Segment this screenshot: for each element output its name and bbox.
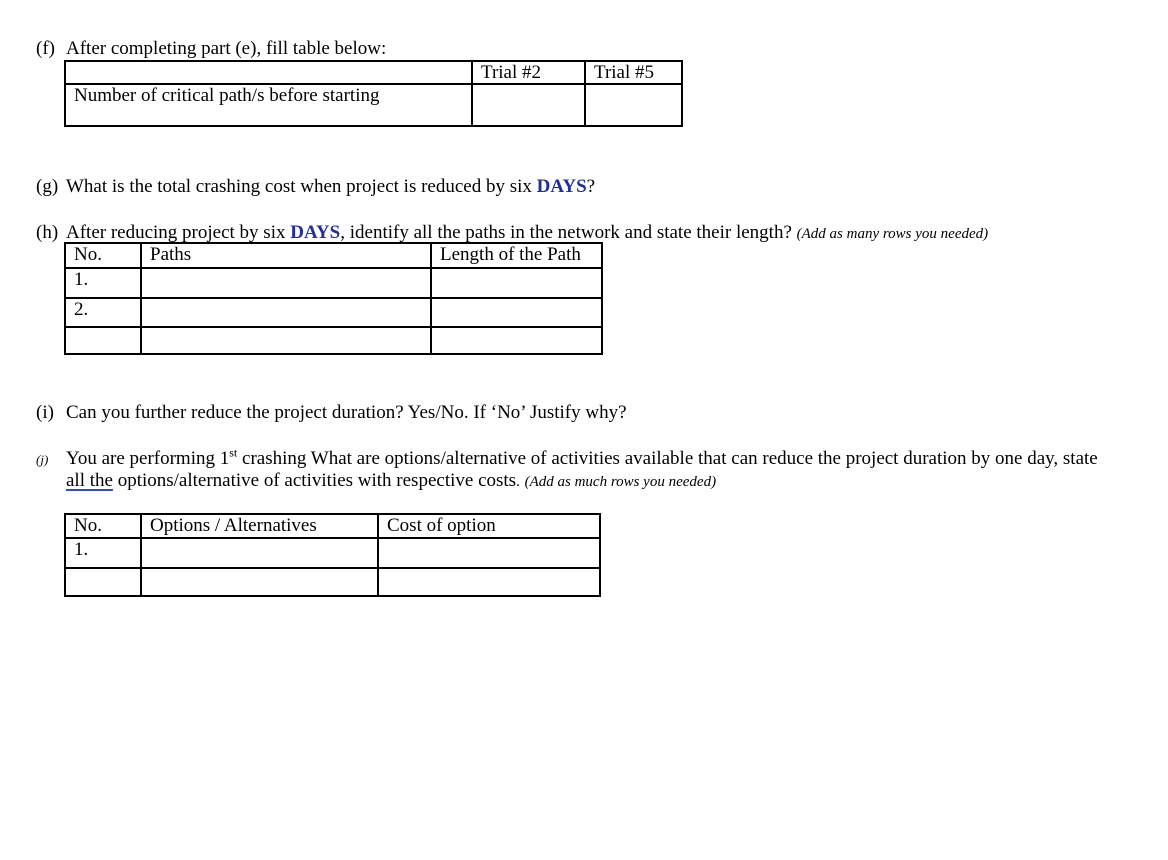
table-cell[interactable] (65, 327, 141, 354)
table-f (64, 60, 683, 127)
question-text: After reducing project by six (66, 222, 291, 243)
table-header-cell: Length of the Path (431, 243, 602, 268)
table-header-cell: Trial #5 (585, 61, 682, 84)
underlined-text: all the (66, 470, 113, 491)
question-period: . (516, 474, 520, 490)
table-cell[interactable] (472, 84, 585, 126)
question-label: (g) (36, 176, 59, 197)
table-cell[interactable] (378, 538, 600, 568)
question-label: (h) (36, 222, 59, 243)
question-label: (f) (36, 38, 55, 59)
question-text: options/alternative of activities with respective costs (112, 470, 517, 491)
question-f (36, 38, 386, 60)
table-cell: 1. (65, 538, 141, 568)
table-header-cell: Paths (141, 243, 431, 268)
table-header-cell (65, 61, 472, 84)
table-cell[interactable] (141, 538, 378, 568)
question-text-cont: crashing What are options/alternative of activities available that can reduce the project duration by one day, state (237, 448, 1098, 469)
question-text: Can you further reduce the project duration? Yes/No. If ‘No’ Justify why? (66, 402, 627, 423)
instruction-note: (Add as many rows you needed) (796, 226, 989, 242)
table-cell[interactable] (141, 568, 378, 596)
question-label: (i) (36, 402, 54, 423)
question-text-end: ? (586, 176, 596, 197)
table-h (64, 242, 603, 355)
table-cell[interactable] (431, 327, 602, 354)
superscript: st (229, 445, 238, 460)
question-text: You are performing 1 (66, 448, 230, 469)
question-j-line2 (66, 470, 716, 493)
table-cell: 2. (65, 298, 141, 327)
emphasis-text: DAYS (290, 222, 341, 243)
table-cell[interactable] (141, 298, 431, 327)
question-label: (j) (36, 452, 49, 467)
table-header-cell: Options / Alternatives (141, 514, 378, 538)
question-text: What is the total crashing cost when project is reduced by six (66, 176, 537, 197)
table-cell[interactable] (585, 84, 682, 126)
question-text: After completing part (e), fill table below: (66, 38, 387, 59)
question-j (36, 445, 1098, 471)
table-header-cell: No. (65, 514, 141, 538)
table-header-cell: No. (65, 243, 141, 268)
table-cell[interactable] (378, 568, 600, 596)
table-cell[interactable] (141, 327, 431, 354)
table-header-cell: Cost of option (378, 514, 600, 538)
table-cell: 1. (65, 268, 141, 298)
instruction-note: (Add as much rows you needed) (524, 474, 717, 490)
question-g (36, 176, 595, 198)
table-cell[interactable] (65, 568, 141, 596)
question-text-end: , identify all the paths in the network and state their length? (340, 222, 792, 243)
table-cell[interactable] (431, 268, 602, 298)
table-cell[interactable] (141, 268, 431, 298)
table-j (64, 513, 601, 597)
table-header-cell: Trial #2 (472, 61, 585, 84)
table-cell: Number of critical path/s before starting (65, 84, 472, 126)
emphasis-text: DAYS (536, 176, 587, 197)
question-i (36, 402, 627, 424)
table-cell[interactable] (431, 298, 602, 327)
